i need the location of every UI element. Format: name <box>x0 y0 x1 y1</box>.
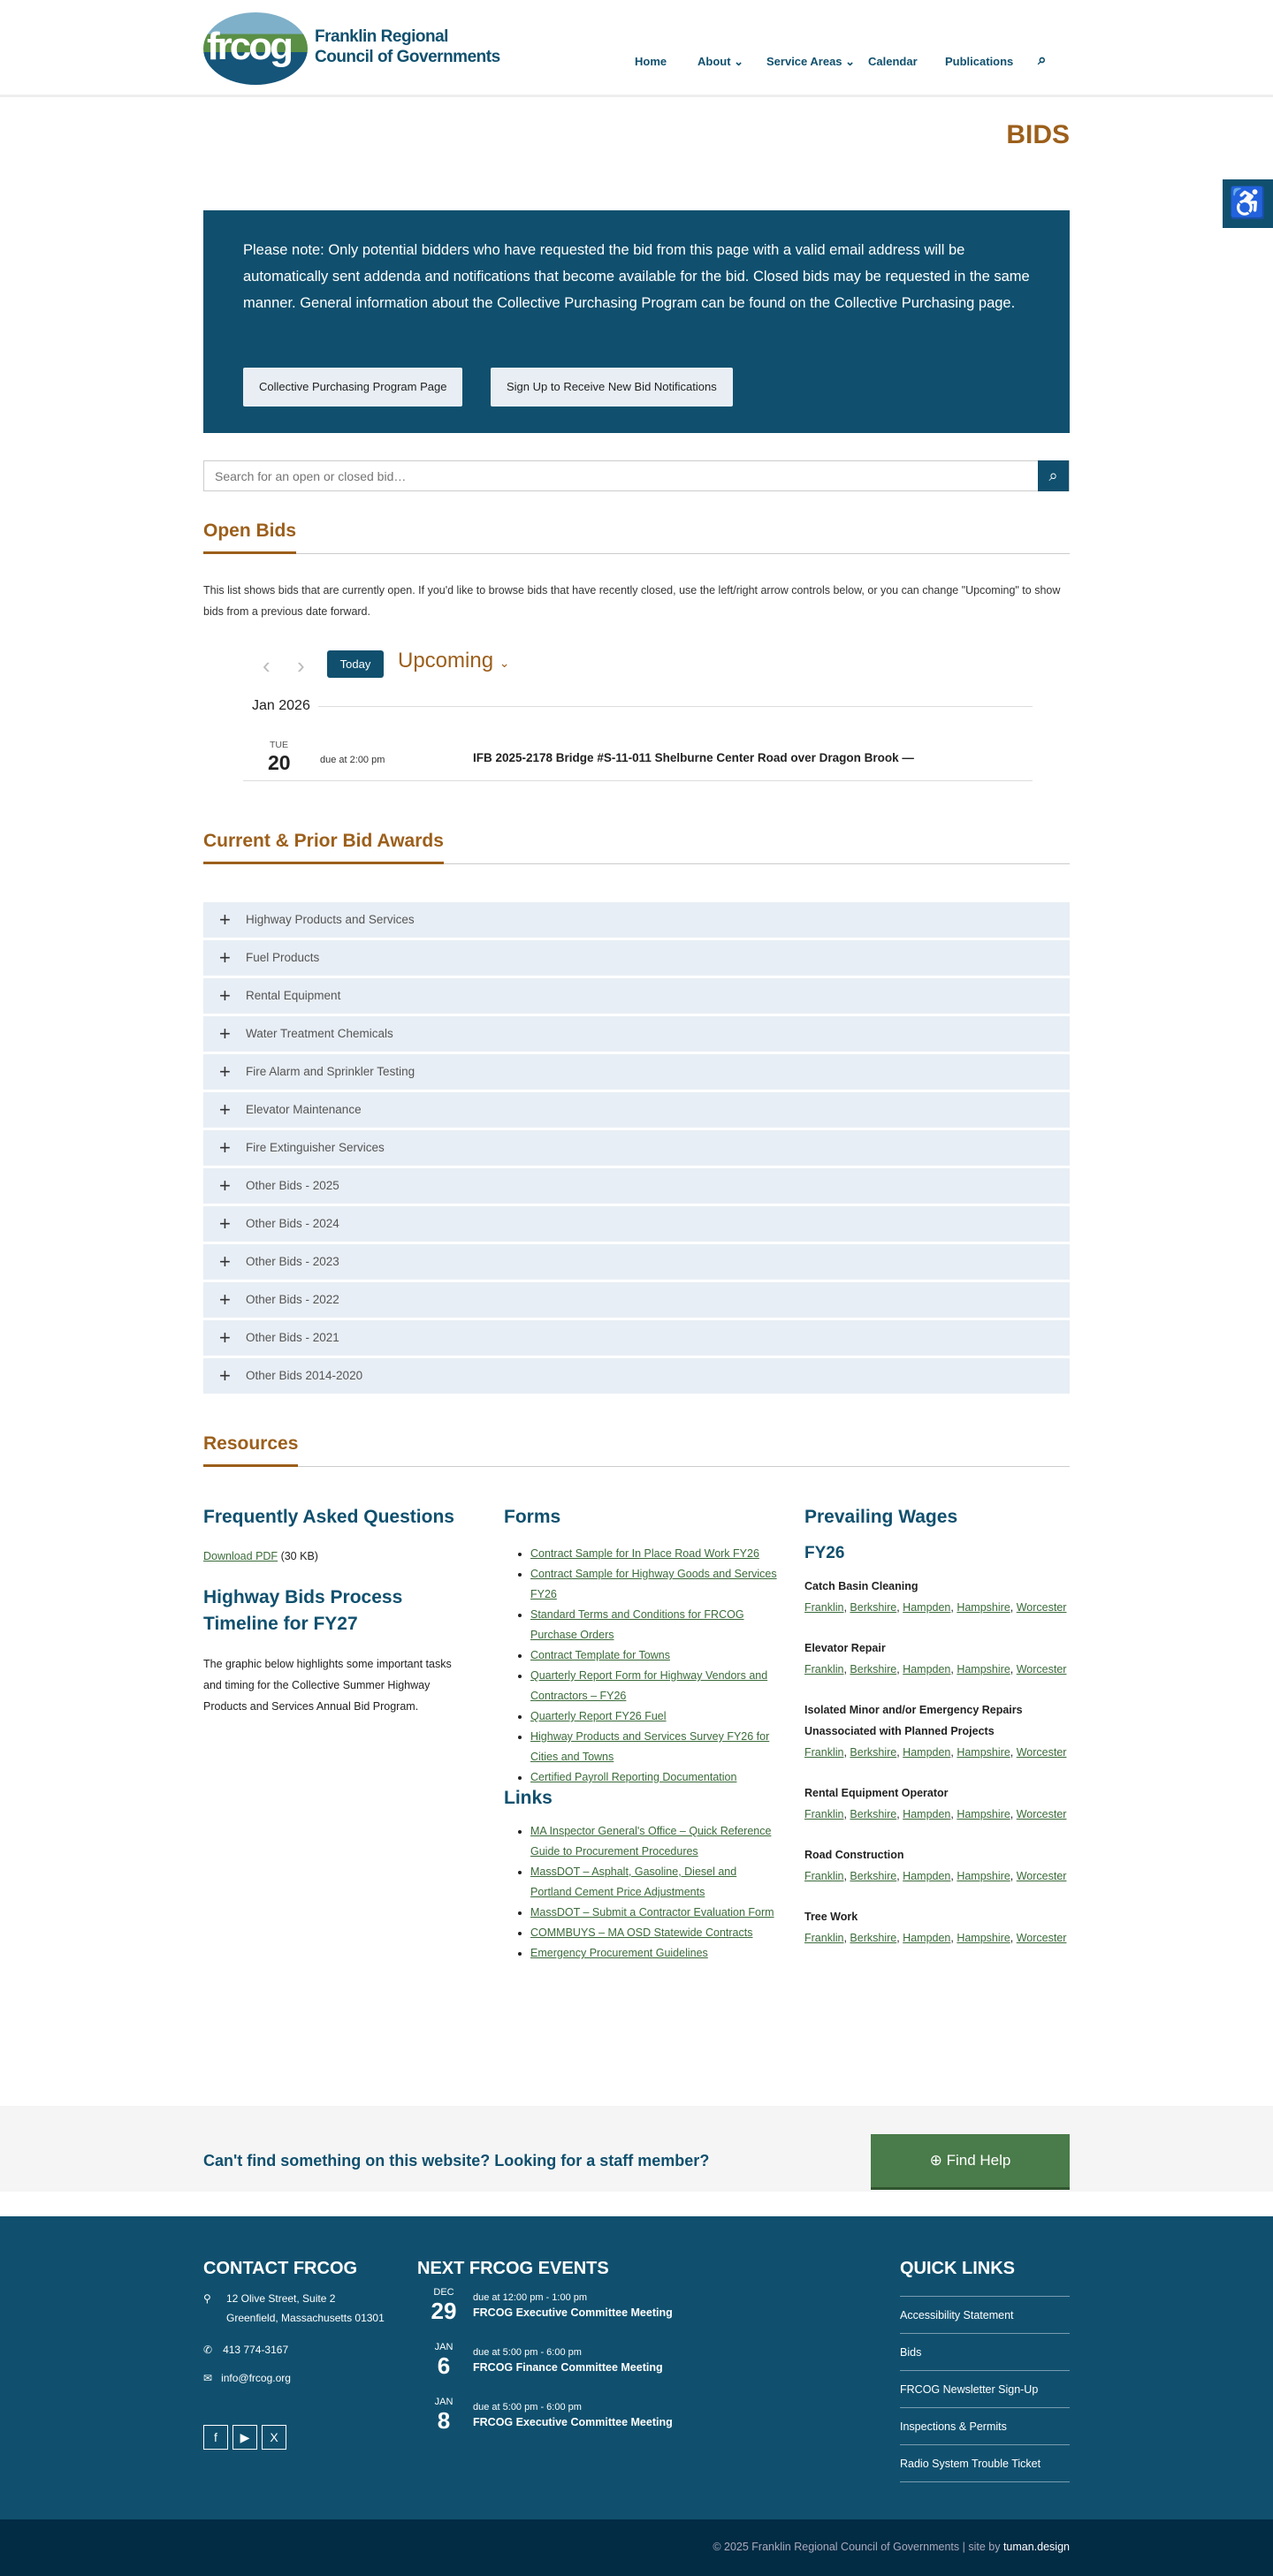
nav-about[interactable]: About ⌄ <box>697 55 744 68</box>
contact-address: ⚲ 12 Olive Street, Suite 2 Greenfield, Massachusetts 01301 <box>203 2292 385 2324</box>
bid-search <box>203 460 1070 491</box>
event-dow: TUE <box>270 740 288 750</box>
trade-name: Rental Equipment Operator <box>804 1787 949 1799</box>
contact-phone[interactable]: ✆ 413 774-3167 <box>203 2344 289 2356</box>
quick-links-heading: QUICK LINKS <box>900 2259 1015 2278</box>
county-links: Franklin, Berkshire, Hampden, Hampshire, Worcester <box>804 1932 1067 1944</box>
chevron-down-icon: ⌄ <box>499 656 510 670</box>
county-link[interactable]: Hampshire <box>957 1932 1010 1944</box>
event-title[interactable]: IFB 2025-2178 Bridge #S-11-011 Shelburne Center Road over Dragon Brook — <box>473 751 914 764</box>
county-links: Franklin, Berkshire, Hampden, Hampshire, Worcester <box>804 1746 1067 1759</box>
copyright: © 2025 Franklin Regional Council of Governments | site by tuman.design <box>713 2541 1070 2553</box>
county-link[interactable]: Franklin <box>804 1663 844 1676</box>
nav-service-areas[interactable]: Service Areas ⌄ <box>766 55 856 68</box>
forms-link[interactable]: Contract Sample for In Place Road Work FY26 <box>530 1547 759 1560</box>
quick-link[interactable]: Accessibility Statement <box>900 2296 1070 2333</box>
facebook-icon[interactable]: f <box>203 2425 228 2450</box>
plus-icon: + <box>219 1288 231 1311</box>
event-title: FRCOG Finance Committee Meeting <box>473 2361 663 2374</box>
contact-email[interactable]: ✉ info@frcog.org <box>203 2372 291 2384</box>
plus-icon: + <box>219 908 231 931</box>
event-day: 8 <box>437 2407 451 2434</box>
county-links: Franklin, Berkshire, Hampden, Hampshire, Worcester <box>804 1808 1067 1820</box>
accordion-item[interactable] <box>203 978 1070 1014</box>
accordion-item[interactable] <box>203 1244 1070 1280</box>
site-footer <box>0 2216 1273 2519</box>
contact-heading: CONTACT FRCOG <box>203 2259 358 2278</box>
file-size: (30 KB) <box>280 1550 318 1562</box>
nav-publications[interactable]: Publications <box>945 55 1014 68</box>
county-link[interactable]: Berkshire <box>850 1932 897 1944</box>
nav-calendar[interactable]: Calendar <box>868 55 918 68</box>
event-month: JAN <box>434 2397 454 2407</box>
county-links: Franklin, Berkshire, Hampden, Hampshire, Worcester <box>804 1601 1067 1614</box>
wage-trade <box>804 1699 1070 1763</box>
county-link[interactable]: Berkshire <box>850 1663 897 1676</box>
accordion-label: Other Bids 2014-2020 <box>246 1369 363 1382</box>
wages-year: FY26 <box>804 1544 845 1562</box>
quick-link[interactable]: Inspections & Permits <box>900 2407 1070 2444</box>
county-links: Franklin, Berkshire, Hampden, Hampshire, Worcester <box>804 1870 1067 1882</box>
notice-text: Please note: Only potential bidders who have requested the bid from this page with a valid email address will be automatically sent addenda and notifications that become available for the bid. Closed bids may be requested in the same manner. General information about the Collective Purchasing Program can be found on the Collective Purchasing page. <box>243 242 1030 311</box>
phone-icon: ✆ <box>203 2344 213 2356</box>
event-day: 20 <box>268 751 291 774</box>
county-link[interactable]: Franklin <box>804 1601 844 1614</box>
wage-trade <box>804 1906 1070 1949</box>
county-link[interactable]: Hampden <box>903 1808 951 1820</box>
links-heading: Links <box>504 1788 553 1808</box>
frcog-logo[interactable]: frcog <box>203 12 308 85</box>
accordion-label: Fuel Products <box>246 951 320 964</box>
search-icon: ⌕ <box>1048 467 1058 484</box>
county-link[interactable]: Hampden <box>903 1663 951 1676</box>
trade-name: Elevator Repair <box>804 1642 886 1654</box>
forms-link[interactable]: Standard Terms and Conditions for FRCOG Purchase Orders <box>530 1608 744 1641</box>
youtube-icon[interactable]: ▶ <box>232 2425 257 2450</box>
plus-icon: + <box>219 1060 231 1083</box>
forms-list-item <box>530 1666 778 1706</box>
county-link[interactable]: Berkshire <box>850 1601 897 1614</box>
county-link[interactable]: Hampshire <box>957 1601 1010 1614</box>
mail-icon: ✉ <box>203 2372 213 2384</box>
links-link[interactable]: COMMBUYS – MA OSD Statewide Contracts <box>530 1926 753 1939</box>
events-heading: NEXT FRCOG EVENTS <box>417 2259 609 2278</box>
today-button[interactable]: Today <box>327 650 384 678</box>
accordion-item[interactable] <box>203 1206 1070 1242</box>
footer-event[interactable] <box>429 2342 782 2390</box>
county-link[interactable]: Hampshire <box>957 1808 1010 1820</box>
quick-link[interactable]: Bids <box>900 2333 1070 2370</box>
wage-trade <box>804 1844 1070 1887</box>
plus-icon: + <box>219 984 231 1007</box>
county-link[interactable]: Hampshire <box>957 1870 1010 1882</box>
divider <box>900 2481 1070 2482</box>
forms-link[interactable]: Highway Products and Services Survey FY26 for Cities and Towns <box>530 1730 770 1763</box>
timeline-text: The graphic below highlights some important tasks and timing for the Collective Summer Highway Products and Services Annual Bid Program. <box>203 1658 452 1713</box>
event-time: due at 12:00 pm - 1:00 pm <box>473 2292 588 2303</box>
event-day: 29 <box>431 2298 457 2324</box>
accordion-label: Fire Extinguisher Services <box>246 1141 385 1154</box>
forms-link[interactable]: Contract Sample for Highway Goods and Services FY26 <box>530 1568 777 1600</box>
forms-list-item <box>530 1706 778 1727</box>
collective-purchasing-button[interactable]: Collective Purchasing Program Page <box>243 368 462 407</box>
site-header <box>0 0 1273 97</box>
county-link[interactable]: Worcester <box>1016 1808 1067 1820</box>
accordion-label: Water Treatment Chemicals <box>246 1027 393 1040</box>
plus-icon: + <box>219 1136 231 1159</box>
search-input[interactable] <box>204 461 1026 490</box>
event-title: FRCOG Executive Committee Meeting <box>473 2416 673 2428</box>
quick-link[interactable]: FRCOG Newsletter Sign-Up <box>900 2370 1070 2407</box>
chevron-down-icon: ⌄ <box>734 55 744 68</box>
plus-icon: + <box>219 946 231 969</box>
accordion-item[interactable] <box>203 1282 1070 1318</box>
copyright-bar <box>0 2519 1273 2576</box>
plus-icon: + <box>219 1022 231 1045</box>
county-links: Franklin, Berkshire, Hampden, Hampshire, Worcester <box>804 1663 1067 1676</box>
accordion-label: Elevator Maintenance <box>246 1103 362 1116</box>
links-link[interactable]: MassDOT – Asphalt, Gasoline, Diesel and Portland Cement Price Adjustments <box>530 1866 737 1898</box>
trade-name: Road Construction <box>804 1849 904 1861</box>
links-link[interactable]: Emergency Procurement Guidelines <box>530 1947 708 1959</box>
month-label: Jan 2026 <box>252 698 310 713</box>
forms-list-item <box>530 1727 778 1767</box>
x-icon[interactable]: X <box>262 2425 286 2450</box>
open-bids-intro: This list shows bids that are currently open. If you'd like to browse bids that have recently closed, use the left/right arrow controls below, or you can change "Upcoming" to show bids from a previous date forward. <box>203 584 1061 618</box>
faq-heading: Frequently Asked Questions <box>203 1507 454 1527</box>
help-band <box>0 2106 1273 2192</box>
accordion-label: Rental Equipment <box>246 989 341 1002</box>
accordion-label: Fire Alarm and Sprinkler Testing <box>246 1065 415 1078</box>
event-row[interactable] <box>243 735 1033 781</box>
trade-name: Catch Basin Cleaning <box>804 1580 919 1592</box>
accordion-label: Other Bids - 2023 <box>246 1255 339 1268</box>
event-day: 6 <box>437 2352 451 2379</box>
county-link[interactable]: Berkshire <box>850 1870 897 1882</box>
accordion-label: Other Bids - 2025 <box>246 1179 339 1192</box>
county-link[interactable]: Worcester <box>1016 1932 1067 1944</box>
accordion-label: Highway Products and Services <box>246 913 415 926</box>
event-time: due at 5:00 pm - 6:00 pm <box>473 2402 582 2413</box>
bid-notifications-button[interactable]: Sign Up to Receive New Bid Notifications <box>491 368 733 407</box>
county-link[interactable]: Berkshire <box>850 1808 897 1820</box>
search-button[interactable] <box>1038 460 1069 491</box>
trade-name: Isolated Minor and/or Emergency Repairs Unassociated with Planned Projects <box>804 1704 1023 1737</box>
wage-trade <box>804 1782 1070 1825</box>
plus-icon: + <box>219 1250 231 1273</box>
links-link[interactable]: MassDOT – Submit a Contractor Evaluation Form <box>530 1906 774 1919</box>
county-link[interactable]: Franklin <box>804 1808 844 1820</box>
forms-list-item <box>530 1767 778 1788</box>
county-link[interactable]: Worcester <box>1016 1746 1067 1759</box>
county-link[interactable]: Hampden <box>903 1601 951 1614</box>
plus-icon: + <box>219 1212 231 1235</box>
county-link[interactable]: Franklin <box>804 1870 844 1882</box>
accordion-item[interactable] <box>203 1054 1070 1090</box>
lifebuoy-icon: ⊕ <box>929 2152 942 2169</box>
accessibility-icon[interactable]: ♿ <box>1223 179 1273 228</box>
footer-event[interactable] <box>429 2287 782 2336</box>
county-link[interactable]: Hampshire <box>957 1746 1010 1759</box>
plus-icon: + <box>219 1326 231 1349</box>
accordion-item[interactable] <box>203 1320 1070 1356</box>
links-list-item <box>530 1862 778 1903</box>
find-help-button[interactable]: ⊕ Find Help <box>871 2134 1070 2190</box>
links-link[interactable]: MA Inspector General's Office – Quick Reference Guide to Procurement Procedures <box>530 1825 772 1858</box>
accordion-item[interactable] <box>203 940 1070 976</box>
awards-heading: Current & Prior Bid Awards <box>203 831 1070 864</box>
view-selector[interactable]: Upcoming ⌄ <box>398 649 510 672</box>
county-link[interactable]: Franklin <box>804 1932 844 1944</box>
trade-name: Tree Work <box>804 1911 858 1923</box>
credit-link[interactable]: tuman.design <box>1002 2541 1070 2553</box>
links-list-item <box>530 1903 778 1923</box>
faq-column <box>203 1507 469 1717</box>
county-link[interactable]: Hampden <box>903 1746 951 1759</box>
plus-icon: + <box>219 1364 231 1387</box>
county-link[interactable]: Berkshire <box>850 1746 897 1759</box>
footer-event[interactable] <box>429 2397 782 2445</box>
event-time: due at 5:00 pm - 6:00 pm <box>473 2347 582 2358</box>
county-link[interactable]: Franklin <box>804 1746 844 1759</box>
links-list-item <box>530 1821 778 1862</box>
forms-list-item <box>530 1605 778 1645</box>
forms-list-item <box>530 1544 778 1564</box>
accordion-item[interactable] <box>203 1016 1070 1052</box>
plus-icon: + <box>219 1098 231 1121</box>
download-pdf-link[interactable]: Download PDF <box>203 1550 278 1562</box>
county-link[interactable]: Hampden <box>903 1932 951 1944</box>
wage-trade <box>804 1576 1070 1618</box>
event-title: FRCOG Executive Committee Meeting <box>473 2306 673 2319</box>
wages-column <box>804 1507 1070 1968</box>
links-list-item <box>530 1923 778 1943</box>
timeline-heading: Highway Bids Process Timeline for FY27 <box>203 1587 403 1634</box>
county-link[interactable]: Hampden <box>903 1870 951 1882</box>
accordion-item[interactable] <box>203 1092 1070 1128</box>
county-link[interactable]: Worcester <box>1016 1870 1067 1882</box>
org-name[interactable]: Franklin Regional Council of Governments <box>315 27 500 66</box>
county-link[interactable]: Worcester <box>1016 1601 1067 1614</box>
forms-column <box>504 1507 778 1964</box>
quick-link[interactable]: Radio System Trouble Ticket <box>900 2444 1070 2481</box>
forms-link[interactable]: Quarterly Report Form for Highway Vendors and Contractors – FY26 <box>530 1669 768 1702</box>
prev-arrow-icon[interactable]: ‹ <box>263 652 271 679</box>
wage-trade <box>804 1638 1070 1680</box>
wages-heading: Prevailing Wages <box>804 1507 958 1527</box>
county-link[interactable]: Worcester <box>1016 1663 1067 1676</box>
accordion-item[interactable] <box>203 902 1070 938</box>
forms-link[interactable]: Quarterly Report FY26 Fuel <box>530 1710 667 1722</box>
help-text: Can't find something on this website? Looking for a staff member? <box>203 2152 710 2169</box>
links-list-item <box>530 1943 778 1964</box>
event-month: JAN <box>434 2342 454 2352</box>
map-pin-icon: ⚲ <box>203 2292 211 2305</box>
accordion-item[interactable] <box>203 1130 1070 1166</box>
next-arrow-icon[interactable]: › <box>297 652 305 679</box>
forms-list-item <box>530 1564 778 1605</box>
search-icon[interactable]: ⌕ <box>1038 51 1047 68</box>
plus-icon: + <box>219 1174 231 1197</box>
nav-home[interactable]: Home <box>635 55 667 68</box>
county-link[interactable]: Hampshire <box>957 1663 1010 1676</box>
page-title: BIDS <box>1006 120 1070 149</box>
resources-heading: Resources <box>203 1433 1070 1467</box>
forms-heading: Forms <box>504 1507 561 1527</box>
accordion-label: Other Bids - 2022 <box>246 1293 339 1306</box>
accordion-label: Other Bids - 2021 <box>246 1331 339 1344</box>
accordion-label: Other Bids - 2024 <box>246 1217 339 1230</box>
divider <box>318 706 1033 707</box>
forms-link[interactable]: Certified Payroll Reporting Documentation <box>530 1771 737 1783</box>
event-month: DEC <box>433 2287 454 2298</box>
chevron-down-icon: ⌄ <box>845 55 856 68</box>
open-bids-heading: Open Bids <box>203 521 1070 554</box>
accordion-item[interactable] <box>203 1168 1070 1204</box>
event-time: due at 2:00 pm <box>320 755 385 765</box>
forms-list-item <box>530 1645 778 1666</box>
accordion-item[interactable] <box>203 1358 1070 1394</box>
forms-link[interactable]: Contract Template for Towns <box>530 1649 670 1661</box>
